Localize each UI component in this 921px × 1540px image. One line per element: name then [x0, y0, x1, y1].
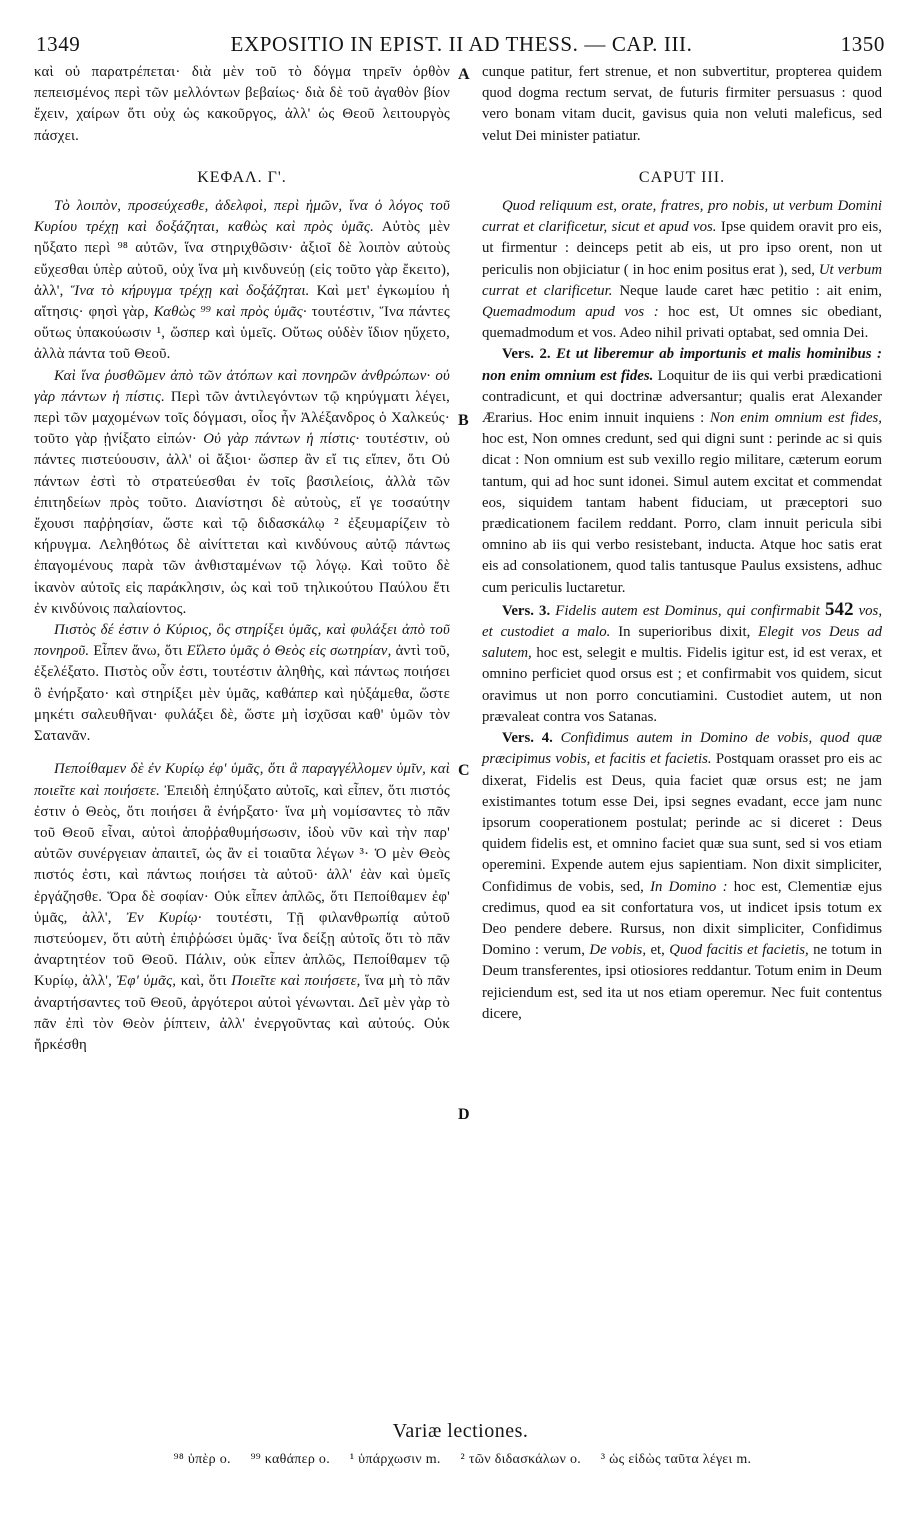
- latin-text: hoc est, Non omnes credunt, sed qui digni sunt : perinde ac si quis dicat : Non omnium est sub vexillo regio militare, cæterum eorum tantum, qui ad hoc sunt idonei. Simul autem excitat et commendat eos, siquidem tantam habent fiduciam, ut præceptori suo prædicationem facilem reddant. Porro, clam innuit pericula sibi omnino ab iis qui verbo resistebant, inducta. Atque hoc satis erat eis ad consolationem, quod talis tantusque Paulus exsistens, adhuc cum periculis luctaretur.: [482, 431, 882, 596]
- greek-lemma: Ποιεῖτε καὶ ποιήσετε,: [231, 973, 361, 990]
- greek-lemma: Καθὼς ⁹⁹ καὶ πρὸς ὑμᾶς·: [153, 304, 307, 321]
- latin-lemma: Et ut liberemur ab importunis et malis hominibus : non enim omnium est fides.: [482, 346, 882, 384]
- latin-lemma: Elegit vos Deus ad salutem,: [482, 624, 883, 662]
- margin-marker-b: B: [458, 412, 469, 429]
- greek-lemma: Ἐφ' ὑμᾶς,: [116, 973, 177, 990]
- greek-lemma: Ἐν Κυρίῳ·: [126, 909, 202, 926]
- latin-paragraph: [482, 344, 882, 598]
- greek-text: ἵνα μὴ τὸ πᾶν ἀναρτήσαντες τοῦ Θεοῦ, ἀργότεροι αὐτοὶ γένωνται. Δεῖ μὲν γὰρ τὸ πᾶν ἐπὶ τὸν Θεὸν ῥίπτειν, ἀλλ' ἐνεργοῦντας καὶ αὐτούς. Οὐκ ἤρκέσθη: [34, 973, 451, 1053]
- verse-number: Vers. 4.: [502, 730, 553, 747]
- column-number: 542: [824, 598, 854, 620]
- margin-marker-a: A: [458, 66, 470, 83]
- greek-text: Ἐπειδὴ ἐπηύξατο αὐτοῖς, καὶ εἶπεν, ὅτι πιστός ἐστιν ὁ Θεὸς, ὅτι ποιήσει ἃ ἐνήρξατο· ἵνα μὴ νομίσαντες τὸ πᾶν τοῦ Θεοῦ εἶναι, αὐτοὶ ἀποῤῥαθυμήσωσιν, ἰδοὺ νῦν καὶ τὴν παρ' αὐτῶν συνέργειαν ἀπαιτεῖ, ὡς ἂν εἰ τοιαῦτα λέγων ³· Ὁ μὲν Θεὸς πιστός ἐστι, καὶ πάντως ποιήσει τὰ αὐτοῦ· ἀλλ' ἐὰν καὶ ὑμεῖς ἐργάζησθε. Ὅρα δὲ σοφίαν· Οὐκ εἶπεν ἁπλῶς, ὅτι Πεποίθαμεν ἐφ' ὑμᾶς, ἀλλ',: [34, 782, 450, 926]
- latin-lemma: Fidelis autem est Dominus, qui confirmabit: [550, 602, 825, 619]
- variant-note: ⁹⁹ καθάπερ o.: [250, 1452, 331, 1467]
- greek-lemma: Καὶ ἵνα ῥυσθῶμεν ἀπὸ τῶν ἀτόπων καὶ πονηρῶν ἀνθρώπων· οὐ γὰρ πάντων ἡ πίστις.: [34, 367, 450, 405]
- variae-lectiones-title: Variæ lectiones.: [392, 1420, 529, 1442]
- greek-text: τουτέστι, Τῇ φιλανθρωπίᾳ αὐτοῦ πιστεύομεν, ὅτι αὐτὴ ἐπιῤῥώσει ὑμᾶς· ἵνα δείξῃ αὐτοῖς ὅτι τὸ πᾶν ἀναρτητέον τοῦ Θεοῦ. Πάλιν, οὐκ εἶπεν ἁπλῶς, Πεποίθαμεν τῷ Κυρίῳ, ἀλλ',: [34, 909, 450, 990]
- latin-lemma: Confidimus autem in Domino de vobis, quod quæ præcipimus vobis, et facitis et facietis.: [482, 730, 883, 768]
- margin-marker-d: D: [458, 1106, 470, 1123]
- latin-text: hoc est, Ut omnes sic obediant, quemadmodum et vos. Adeo nihil privati optabat, sed omnia Dei.: [482, 304, 882, 342]
- greek-lemma: Οὐ γὰρ πάντων ἡ πίστις·: [203, 431, 360, 448]
- latin-lemma: Quod facitis et facietis,: [669, 942, 809, 959]
- latin-paragraph: [482, 196, 882, 344]
- latin-text: ne totum in Deum transferentes, ipsi otiosiores reddantur. Totum enim in Deum rejiciendum est, sed ita ut nos etiam operemur. Nec fuit contentus dicere,: [482, 942, 883, 1022]
- greek-text: Εἶπεν ἄνω, ὅτι: [89, 643, 187, 660]
- greek-paragraph: [34, 620, 450, 747]
- latin-lemma: Ut verbum currat et clarificetur.: [482, 261, 883, 299]
- latin-text: In superioribus dixit,: [610, 624, 759, 641]
- greek-text: Καὶ μετ' ἐγκωμίου ἡ αἴτησις· φησὶ γὰρ,: [34, 282, 450, 321]
- greek-paragraph: [34, 366, 450, 620]
- greek-chapter-heading: ΚΕΦΑΛ. Γ'.: [197, 168, 287, 186]
- latin-paragraph: cunque patitur, fert strenue, et non subvertitur, propterea quidem quod dogma rectum servat, de futuris firmiter persuasus : quod vero bonam vitam ducit, gavisus quia non veluti maleficus, sed velut Dei minister patiatur.: [482, 64, 882, 144]
- latin-lemma: Quod reliquum est, orate, fratres, pro nobis, ut verbum Domini currat et clarificetur, sicut et apud vos.: [482, 198, 882, 236]
- latin-text: Neque laude caret hæc petitio : ait enim,: [612, 282, 883, 299]
- running-head: [26, 32, 897, 62]
- greek-lemma: Εἵλετο ὑμᾶς ὁ Θεὸς εἰς σωτηρίαν,: [186, 643, 392, 660]
- greek-lemma: Ἵνα τὸ κήρυγμα τρέχῃ καὶ δοξάζηται.: [70, 282, 310, 299]
- greek-text: τουτέστιν, οὐ πάντες πιστεύουσιν, ἀλλ' οἱ ἄξιοι· ὥσπερ ἂν εἴ τις εἴπεν, ὅτι Οὐ πάντων ἐστὶ τὸ στρατεύεσθαι ἐν τοῖς βασιλείοις, ἀλλὰ τῶν ἐπιτηδείων πρὸς τοῦτο. Διανίστησι δὲ αὐτοὺς, εἴ γε τοσαύτην ἔχουσι παῤῥησίαν, ὥστε καὶ τῷ διδασκάλῳ ² ἐξευμαρίζειν τὸ κήρυγμα. Λεληθότως δὲ αἰνίττεται καὶ κινδύνους αὐτῷ πάντως ἐπαγομένους παρὰ τῶν ἀνθισταμένων τῷ λόγῳ. Καὶ τοῦτο δὲ ἱκανὸν αὐτοῖς εἰς παράκλησιν, ὡς καὶ τοῦ τηλικούτου Παύλου ἔτι ἐν κινδύνοις παλαίοντος.: [34, 431, 450, 617]
- greek-text: ἀντὶ τοῦ, ἐξελέξατο. Πιστὸς οὖν ἐστι, τουτέστιν ἀληθὴς, καὶ πάντως ποιήσει ὃ ἐνήρξατο· καὶ στηρίξει μὲν ὑμᾶς, καθάπερ καὶ ηὐξάμεθα, ὥστε μηκέτι σαλευθῆναι· φυλάξει δὲ, ὥστε μὴ ἰσχῦσαι καθ' ὑμῶν τὸν Σατανᾶν.: [34, 643, 450, 745]
- latin-lemma: Quemadmodum apud vos :: [482, 304, 659, 321]
- latin-text: et,: [646, 942, 670, 959]
- greek-lemma: Πεποίθαμεν δὲ ἐν Κυρίῳ ἐφ' ὑμᾶς, ὅτι ἃ παραγγέλλομεν ὑμῖν, καὶ ποιεῖτε καὶ ποιήσετε.: [34, 761, 450, 799]
- variant-note: ³ ὡς εἰδὼς ταῦτα λέγει m.: [600, 1452, 752, 1467]
- latin-text: hoc est, Clementiæ ejus credimus, quod ea sit confortatura vos, ut indicet ipsis totum ex Deo pendere debere. Rursus, non dixit simpliciter, Confidimus Domino : verum,: [482, 878, 882, 959]
- latin-paragraph: [482, 599, 882, 728]
- latin-text: Loquitur de iis qui verbi prædicationi contradicunt, et qui doctrinæ adversantur; qualis erat Alexander Ærarius. Hoc enim innuit inquiens :: [482, 367, 882, 427]
- greek-text: καὶ, ὅτι: [176, 973, 232, 990]
- variae-lectiones: [44, 1452, 881, 1468]
- latin-text: hoc est, selegit e multis. Fidelis igitur est, id est verax, et omnino perficiet quod orsus est ; et confirmabit vos quidem, sicut oravimus ut non porro concutiamini. Custodiet autem, ut non prævaleat contra vos Satanas.: [482, 645, 882, 725]
- page-number-left: 1349: [36, 32, 81, 56]
- latin-lemma: In Domino :: [650, 878, 728, 895]
- latin-lemma: Non enim omnium est fides,: [709, 410, 882, 427]
- greek-paragraph: [34, 196, 450, 366]
- latin-text: Postquam orasset pro eis ac dixerat, Fidelis est Deus, quia faciet quæ orsus est; ne jam existimantes totum esse Dei, ipsi segnes evadant, ecce jam nunc ipsorum cooperationem postulat; perinde ac si diceret : Deus quidem fidelis est, et omnino faciet quæ sua sunt, sed si vos etiam operemini. Expende autem ejus sapientiam. Non dixit simpliciter, Confidimus de vobis, sed,: [482, 751, 882, 895]
- greek-paragraph: [34, 759, 450, 1056]
- latin-lemma: vos, et custodiet a malo.: [482, 602, 883, 641]
- page-number-right: 1350: [840, 32, 885, 56]
- spacer: [34, 747, 450, 759]
- greek-column: [34, 62, 450, 1056]
- latin-paragraph: [482, 728, 882, 1025]
- latin-chapter-heading: CAPUT III.: [638, 168, 726, 186]
- variant-note: ¹ ὑπάρχωσιν m.: [349, 1452, 441, 1467]
- greek-lemma: Πιστὸς δέ ἐστιν ὁ Κύριος, ὃς στηρίξει ὑμᾶς, καὶ φυλάξει ἀπὸ τοῦ πονηροῦ.: [34, 622, 450, 660]
- greek-text: τουτέστιν, Ἵνα πάντες οὕτως ὑπακούωσιν ¹, ὥσπερ καὶ ὑμεῖς. Οὕτως οὐδὲν ἴδιον ηὔχετο, ἀλλὰ πάντα τοῦ Θεοῦ.: [34, 304, 450, 363]
- latin-column: [482, 62, 882, 1025]
- greek-lemma: Τὸ λοιπὸν, προσεύχεσθε, ἀδελφοὶ, περὶ ἡμῶν, ἵνα ὁ λόγος τοῦ Κυρίου τρέχῃ καὶ δοξάζηται, καθὼς καὶ πρὸς ὑμᾶς.: [34, 198, 450, 236]
- verse-number: Vers. 2.: [502, 346, 551, 363]
- variant-note: ⁹⁸ ὑπὲρ o.: [173, 1452, 231, 1467]
- greek-text: Αὐτὸς μὲν ηὔξατο περὶ ⁹⁸ αὐτῶν, ἵνα στηριχθῶσιν· ἀξιοῖ δὲ λοιπὸν αὐτοὺς εὔχεσθαι ὑπὲρ αὐτοῦ, οὐχ ἵνα μὴ κινδυνεύῃ (εἰς τοῦτο γὰρ ἔκειτο), ἀλλ',: [34, 219, 451, 299]
- latin-lemma: De vobis,: [589, 942, 647, 959]
- verse-number: Vers. 3.: [502, 602, 551, 619]
- variant-note: ² τῶν διδασκάλων o.: [460, 1452, 582, 1467]
- running-title: EXPOSITIO IN EPIST. II AD THESS. — CAP. III.: [230, 32, 693, 56]
- margin-marker-c: C: [458, 762, 470, 779]
- latin-text: Ipse quidem oravit pro eis, ut firmentur : deinceps petit ab eis, ut pro ipso orent, non ut periculis non objiciatur ( in hoc enim positus erat ), sed,: [482, 219, 883, 278]
- greek-paragraph: καὶ οὐ παρατρέπεται· διὰ μὲν τοῦ τὸ δόγμα τηρεῖν ὀρθὸν πεπεισμένος περὶ τῶν μελλόντων βεβαίως· διὰ δὲ τοῦ ἀγαθὸν βίον ἔχειν, χαίρων ὅτι οὐχ ὡς κακοῦργος, ἀλλ' ὡς Θεοῦ λειτουργὸς πάσχει.: [34, 64, 450, 144]
- greek-text: Περὶ τῶν ἀντιλεγόντων τῷ κηρύγματι λέγει, περὶ τῶν μαχομένων τοῖς δόγμασι, οἷος ἦν Ἀλέξανδρος ὁ Χαλκεύς· τοῦτο γὰρ ᾐνίξατο εἰπών·: [34, 388, 450, 448]
